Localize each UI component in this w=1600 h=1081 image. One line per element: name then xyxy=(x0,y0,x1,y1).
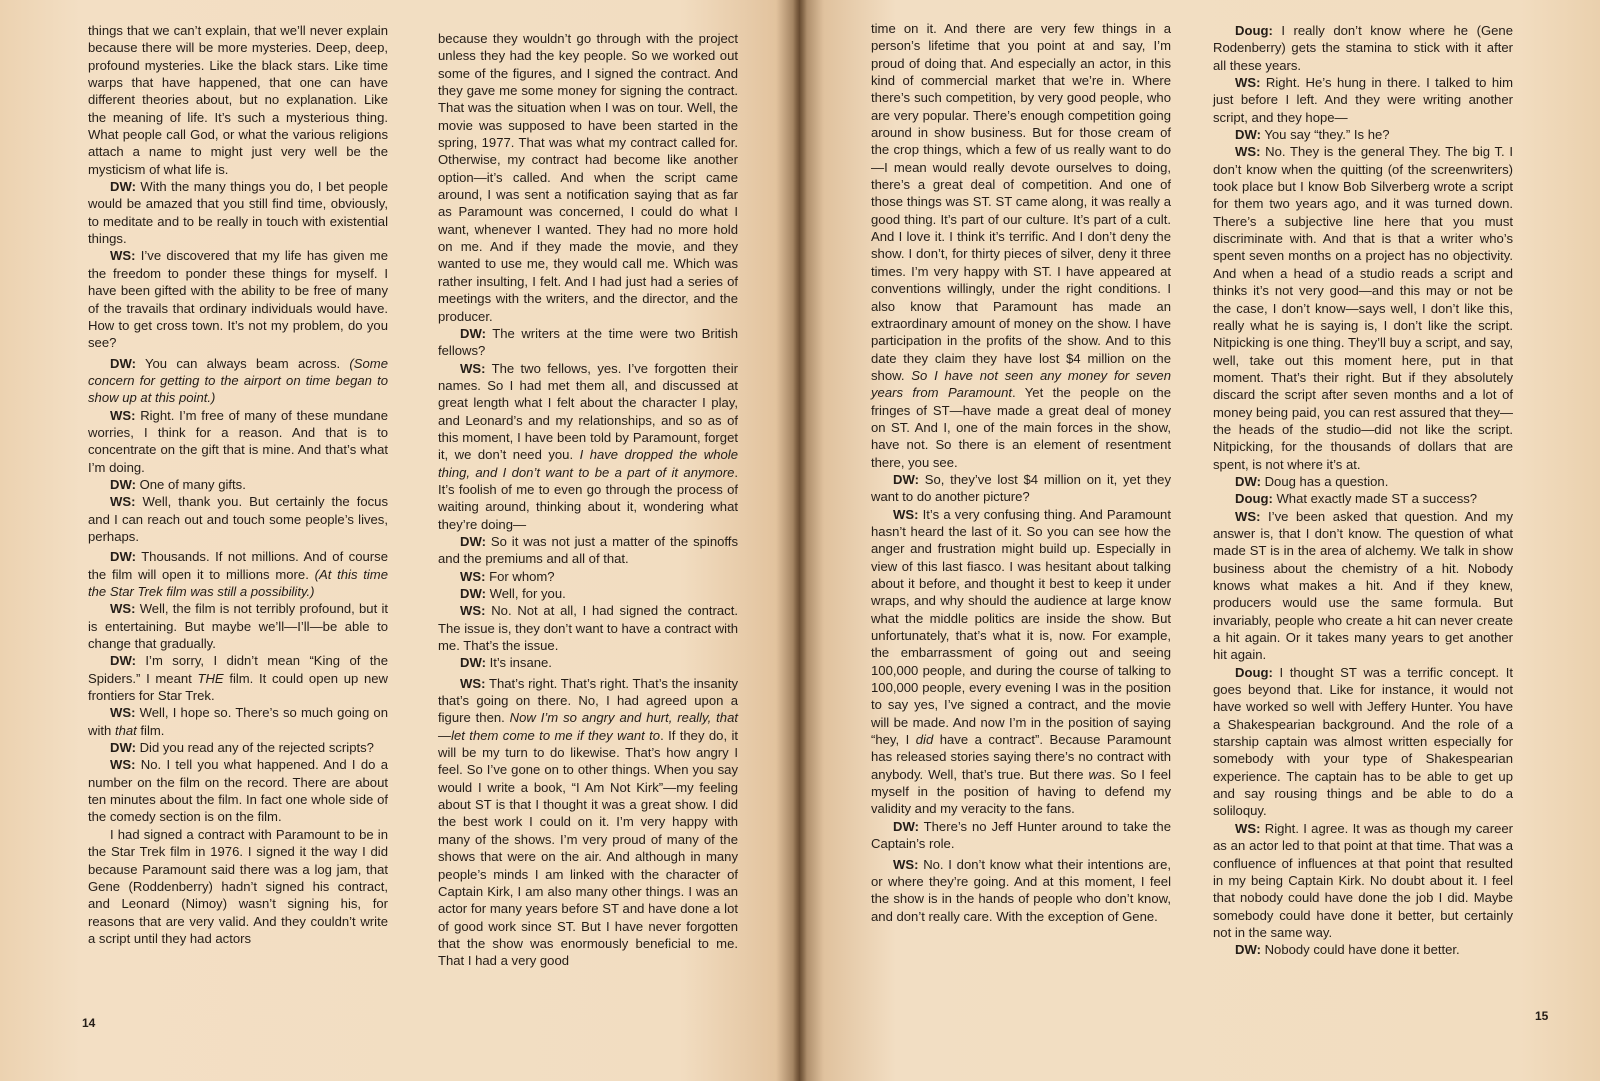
paragraph-text: With the many things you do, I bet people would be amazed that you still find time, obviously, to meditate and to be really in touch with existential things. xyxy=(88,179,388,247)
paragraph-text: The two fellows, yes. I’ve forgotten their names. So I had met them all, and discussed at great length what I felt about the character I play, and Leonard’s and my relationships, and so as of this moment, I have been told by Paramount, forget it, we don’t need you. xyxy=(438,360,738,463)
speaker-label: Doug: xyxy=(1235,491,1273,507)
interview-paragraph xyxy=(88,652,388,704)
speaker-label: DW: xyxy=(1235,473,1261,489)
interview-paragraph xyxy=(88,756,388,825)
paragraph-text: One of many gifts. xyxy=(139,476,246,492)
interview-paragraph xyxy=(871,506,1171,818)
italic-text: THE xyxy=(197,670,224,686)
interview-paragraph xyxy=(1213,820,1513,941)
italic-text: I have dropped the whole thing, and I don’t want to be a part of it anymore xyxy=(438,447,738,480)
speaker-label: WS: xyxy=(110,407,136,423)
speaker-label: DW: xyxy=(1235,942,1261,958)
paragraph-text: I’ve been asked that question. And my answer is, that I don’t know. The question of what made ST is in the area of alchemy. We talk in show business about the chemistry of a hit. Nobody knows what makes a hit. And if they knew, producers would use the same formula. But invariably, people who create a hit can never create a hit again. Or it takes many years to get another hit again. xyxy=(1213,508,1513,663)
speaker-label: WS: xyxy=(460,360,486,376)
interview-paragraph xyxy=(871,856,1171,925)
interview-paragraph xyxy=(1213,473,1513,490)
page-gutter xyxy=(793,0,807,1081)
paragraph-text: There’s no Jeff Hunter around to take the Captain’s role. xyxy=(871,818,1171,852)
paragraph-text: . So I feel myself in the position of having to defend my validity and my veracity to the fans. xyxy=(871,766,1171,817)
paragraph-text: It’s insane. xyxy=(489,655,552,671)
paragraph-text: For whom? xyxy=(489,568,555,584)
paragraph-text: I really don’t know where he (Gene Rodenberry) gets the stamina to stick with it after all these years. xyxy=(1213,23,1513,73)
paragraph-text: So, they’ve lost $4 million on it, yet they want to do another picture? xyxy=(871,471,1171,505)
paragraph-text: . If they do, it will be my turn to do likewise. That’s how angry I feel. So I’ve gone on to other things. When you say would I write a book, “I Am Not Kirk”—my feeling about ST is that I thought it was a great show. I did the best work I could on it. I’m very happy with many of the shows. I’m very proud of many of the shows that were on the air. And although in many people’s minds I am linked with the character of Captain Kirk, I am also many other things. I was an actor for many years before ST and have done a lot of good work since ST. But I have never forgotten that the show was enormously beneficial to me. That I had a very good xyxy=(438,727,739,969)
paragraph-text: . Yet the people on the fringes of ST—have made a great deal of money on ST. And I, one of the main forces in the show, have not. So there is an element of resentment there, you see. xyxy=(871,385,1171,470)
speaker-label: WS: xyxy=(893,856,919,872)
interview-paragraph xyxy=(438,568,738,585)
italic-text: was xyxy=(1088,766,1112,782)
paragraph-text: Right. He’s hung in there. I talked to him just before I left. And they were writing another script, and they hope— xyxy=(1213,75,1514,125)
interview-paragraph xyxy=(871,818,1171,853)
speaker-label: WS: xyxy=(1235,508,1261,524)
speaker-label: DW: xyxy=(110,355,136,371)
interview-paragraph xyxy=(88,476,388,493)
interview-paragraph xyxy=(88,178,388,247)
paragraph-text: Well, the film is not terribly profound, but it is entertaining. But maybe we’ll—I’ll—be able to change that gradually. xyxy=(88,601,388,652)
paragraph-text: No. They is the general They. The big T. I don’t know when the quitting (of the screenwriters) took place but I know Bob Silverberg wrote a script for them two years ago, and it was turned down. There’s a subjective line here that you must discriminate with. And that is that a writer who’s spent seven months on a project has no objectivity. And when a head of a studio reads a script and thinks it’s not very good—and this may or not be the case, I don’t know—says well, I don’t like this, really what he is saying is, I don’t like the script. Nitpicking is one thing. They’ll buy a script, and say, well, take out this moment here, put in that moment. That’s their right. But if they absolutely discard the script after seven months and a lot of money being paid, you can rest assured that they—the heads of the studio—did not like the script. Nitpicking, for the thousands of dollars that are spent, is not where it’s at. xyxy=(1213,144,1514,472)
interview-paragraph xyxy=(88,548,388,600)
interview-paragraph xyxy=(1213,143,1513,473)
interview-paragraph xyxy=(88,355,388,407)
speaker-label: WS: xyxy=(460,603,486,619)
paragraph-text: Doug has a question. xyxy=(1264,473,1389,489)
paragraph-text: You say “they.” Is he? xyxy=(1264,127,1390,143)
speaker-label: DW: xyxy=(893,818,919,834)
paragraph-text: Well, thank you. But certainly the focus and I can reach out and touch some people’s lives, perhaps. xyxy=(88,494,388,544)
paragraph-text: I’m sorry, I didn’t mean “King of the Spiders.” I meant xyxy=(88,653,388,686)
interview-paragraph xyxy=(88,704,388,739)
interview-paragraph xyxy=(438,675,738,970)
speaker-label: WS: xyxy=(110,757,136,773)
speaker-label: Doug: xyxy=(1235,23,1273,38)
page-number-left: 14 xyxy=(82,1016,96,1030)
interview-paragraph xyxy=(438,325,738,360)
speaker-label: WS: xyxy=(110,601,136,617)
italic-text: (At this time the Star Trek film was still a possibility.) xyxy=(88,566,388,599)
speaker-label: WS: xyxy=(110,705,136,721)
speaker-label: DW: xyxy=(110,653,136,669)
interview-paragraph xyxy=(1213,664,1513,820)
speaker-label: Doug: xyxy=(1235,664,1273,680)
speaker-label: DW: xyxy=(110,179,136,195)
speaker-label: DW: xyxy=(893,471,919,487)
italic-text: So I have not seen any money for seven years from Paramount xyxy=(871,367,1171,401)
paragraph-text: Right. I’m free of many of these mundane worries, I think for a reason. And that is to concentrate on the gift that is mine. And that’s what I’m doing. xyxy=(88,407,388,475)
paragraph-text: Nobody could have done it better. xyxy=(1264,942,1460,958)
body-paragraph xyxy=(88,826,388,947)
speaker-label: DW: xyxy=(460,533,486,549)
paragraph-text: What exactly made ST a success? xyxy=(1276,491,1478,507)
paragraph-text: film. It could open up new frontiers for Star Trek. xyxy=(88,670,388,704)
paragraph-text: I thought ST was a terrific concept. It goes beyond that. Like for instance, it would not have worked so well with Jeffery Hunter. You have a Shakespearian background. And the role of a starship captain was almost written especially for somebody with your type of Shakespearian experience. The captain has to be able to get up and say rousing things and be able to do a soliloquy. xyxy=(1213,664,1513,819)
paragraph-text: because they wouldn’t go through with the project unless they had the key people. So we worked out some of the figures, and I signed the contract. And they gave me some money for signing the contract. That was the situation when I was on tour. Well, the movie was supposed to have been started in the spring, 1977. That was what my contract called for. Otherwise, my contract had become like another option—it’s called. And when the script came around, I was sent a notification saying that as far as Paramount was concerned, I could do what I want, whenever I wanted. They had no more hold on me. And if they made the movie, and they wanted to use me, they would call me. Which was rather insulting, I felt. And I had just had a series of meetings with the writers, and the director, and the producer. xyxy=(438,31,738,324)
paragraph-text: No. I tell you what happened. And I do a number on the film on the record. There are about ten minutes about the film. In fact one whole side of the comedy section is on the film. xyxy=(88,757,388,825)
interview-paragraph xyxy=(88,493,388,545)
paragraph-text: I’ve discovered that my life has given me the freedom to ponder these things for myself. I have been gifted with the ability to be free of many of the travails that ordinary individuals would have. How to get cross town. It’s not my problem, do you see? xyxy=(88,248,389,351)
italic-text: (Some concern for getting to the airport on time began to show up at this point.) xyxy=(88,355,388,406)
paragraph-text: Well, for you. xyxy=(489,586,566,601)
speaker-label: WS: xyxy=(460,568,486,584)
column-4 xyxy=(1213,22,1513,959)
speaker-label: WS: xyxy=(110,494,136,510)
paragraph-text: Did you read any of the rejected scripts? xyxy=(139,740,374,756)
paragraph-text: Right. I agree. It was as though my career as an actor led to that point at that time. That was a confluence of influences at that point that resulted in my being Captain Kirk. No doubt about it. I feel that nobody could have done the job I did. Maybe somebody could have done it better, but certainly not in the same way. xyxy=(1213,820,1513,940)
interview-paragraph xyxy=(438,533,738,568)
interview-paragraph xyxy=(438,360,738,533)
italic-text: Now I’m so angry and hurt, really, that—let them come to me if they want to xyxy=(438,710,738,743)
paragraph-text: . It’s foolish of me to even go through the process of waiting around, thinking about it, wondering what they’re doing— xyxy=(438,464,738,532)
speaker-label: DW: xyxy=(460,325,486,341)
paragraph-text: time on it. And there are very few things in a person’s lifetime that you point at and say, I’m proud of doing that. And especially an actor, in this kind of commercial market that we’re in. Where there’s such competition, by very good people, who are very popular. There’s enough competition going around in show business. But for those cream of the crop things, which a few of us really want to do—I mean would really devote ourselves to doing, there’s a great deal of competition. And one of those things was ST. ST came along, it was really a good thing. It’s part of our culture. It’s part of a cult. And I love it. I think it’s terrific. And I don’t deny the show. I don’t, for thirty pieces of silver, deny it three times. I’m very happy with ST. I have appeared at conventions willingly, under the right conditions. I also know that Paramount has made an extraordinary amount of money on the show. I have participation in the profits of the show. And to this date they claim they have lost $4 million on the show. xyxy=(871,21,1171,383)
interview-paragraph xyxy=(1213,74,1513,126)
italic-text: did xyxy=(915,732,934,748)
body-paragraph xyxy=(88,22,388,178)
paragraph-text: It’s a very confusing thing. And Paramount hasn’t heard the last of it. So you can see how the anger and frustration might build up. Especially in view of this last fiasco. I was hesitant about talking about it before, and thought it best to keep it under wraps, and why should the audience at large know what the middle politics are inside the show. But unfortunately, that’s what it is, now. For example, the embarrassment of going out and seeing 100,000 people, and during the course of talking to 100,000 people, every evening I was in the position to say yes, I’ve signed a contract, and the movie will be made. And now I’m in the position of saying “hey, I xyxy=(871,506,1171,748)
interview-paragraph xyxy=(438,654,738,671)
interview-paragraph xyxy=(1213,941,1513,958)
paragraph-text: Well, I hope so. There’s so much going on with xyxy=(88,705,388,738)
speaker-label: DW: xyxy=(460,655,486,671)
interview-paragraph xyxy=(1213,22,1513,74)
speaker-label: DW: xyxy=(110,740,136,756)
speaker-label: WS: xyxy=(1235,820,1261,836)
paragraph-text: That’s right. That’s right. That’s the insanity that’s going on there. No, I had agreed upon a figure then. xyxy=(438,675,739,726)
page-number-right: 15 xyxy=(1535,1009,1549,1023)
body-paragraph xyxy=(438,30,738,325)
body-paragraph xyxy=(871,20,1171,471)
interview-paragraph xyxy=(438,585,738,602)
paragraph-text: No. I don’t know what their intentions are, or where they’re going. And at this moment, I feel the show is in the hands of people who don’t know, and don’t really care. With the exception of Gene. xyxy=(871,856,1171,924)
paragraph-text: Thousands. If not millions. And of course the film will open it to millions more. xyxy=(88,549,388,582)
interview-paragraph xyxy=(1213,490,1513,507)
interview-paragraph xyxy=(438,602,738,654)
interview-paragraph xyxy=(88,600,388,652)
speaker-label: DW: xyxy=(1235,127,1261,143)
italic-text: that xyxy=(114,722,137,738)
interview-paragraph xyxy=(1213,508,1513,664)
paragraph-text: So it was not just a matter of the spinoffs and the premiums and all of that. xyxy=(438,533,738,567)
column-1 xyxy=(88,22,388,947)
interview-paragraph xyxy=(1213,126,1513,143)
speaker-label: DW: xyxy=(110,476,136,492)
column-3 xyxy=(871,20,1171,925)
paragraph-text: I had signed a contract with Paramount to be in the Star Trek film in 1976. I signed it the way I did because Paramount said there was a log jam, that Gene (Roddenberry) hadn’t signed his contract, and Leonard (Nimoy) wasn’t signing his, for reasons that are very valid. And they couldn’t write a script until they had actors xyxy=(88,826,388,946)
interview-paragraph xyxy=(88,739,388,756)
speaker-label: WS: xyxy=(1235,144,1261,160)
speaker-label: WS: xyxy=(110,248,136,264)
interview-paragraph xyxy=(871,471,1171,506)
paragraph-text: You can always beam across. xyxy=(144,355,350,371)
speaker-label: WS: xyxy=(1235,75,1261,91)
interview-paragraph xyxy=(88,407,388,476)
interview-paragraph xyxy=(88,247,388,351)
paragraph-text: things that we can’t explain, that we’ll never explain because there will be more mysteries. Deep, deep, profound mysteries. Like the black stars. Like time warps that have happened, that one can have different theories about, but no explanation. Like the meaning of life. It’s such a mysterious thing. What people call God, or what the various religions attach a name to might just very well be the mysticism of what life is. xyxy=(88,23,388,177)
speaker-label: WS: xyxy=(893,506,919,522)
paragraph-text: No. Not at all, I had signed the contract. The issue is, they don’t want to have a contract with me. That’s the issue. xyxy=(438,603,739,654)
paragraph-text: The writers at the time were two British fellows? xyxy=(438,325,739,359)
paragraph-text: have a contract”. Because Paramount has released stories saying there’s no contract with anybody. Well, that’s true. But there xyxy=(871,732,1171,782)
speaker-label: DW: xyxy=(110,549,136,565)
speaker-label: WS: xyxy=(460,675,486,691)
column-2 xyxy=(438,30,738,970)
speaker-label: DW: xyxy=(460,586,486,601)
paragraph-text: film. xyxy=(136,722,165,738)
